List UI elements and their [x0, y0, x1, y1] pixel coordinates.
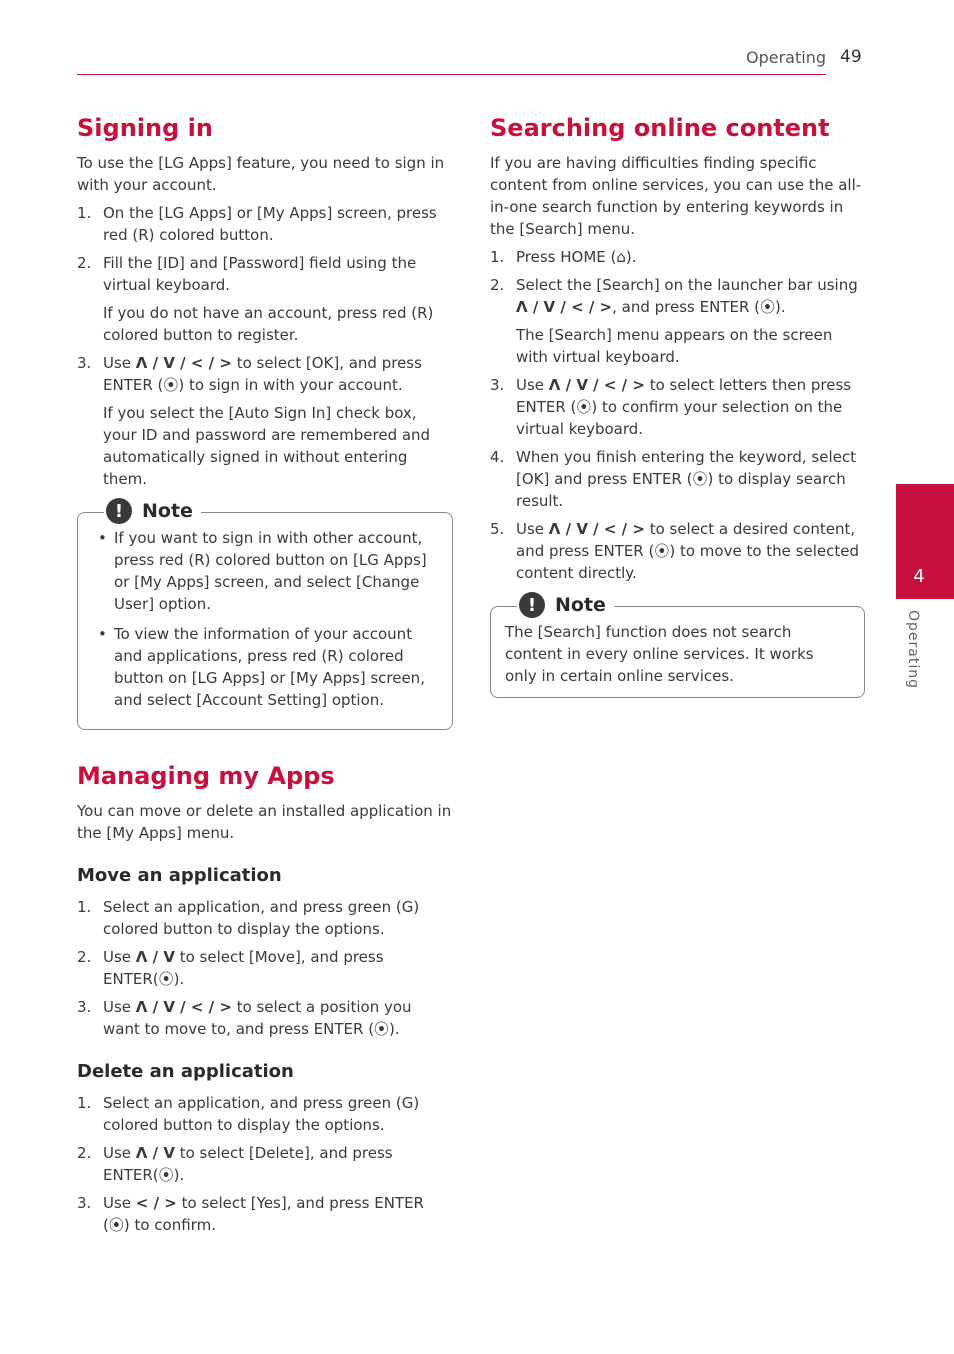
- list-item: 3. Use < / > to select [Yes], and press ENTER (⦿) to confirm.: [77, 1194, 424, 1234]
- list-item: 1. Select an application, and press green (G) colored button to display the options.: [77, 898, 420, 938]
- chapter-label: Operating: [905, 610, 921, 689]
- managing-apps-heading: Managing my Apps: [77, 762, 335, 790]
- arrow-keys: Λ / V / < / >: [548, 520, 645, 538]
- list-item: 1. Press HOME (⌂).: [490, 248, 637, 266]
- searching-heading: Searching online content: [490, 114, 830, 142]
- signing-in-steps: [77, 202, 453, 490]
- list-item: 3. Use Λ / V / < / > to select [OK], and press ENTER (⦿) to sign in with your account. If you select the [Auto Sign In] check box, your ID and password are remembered and automatically signed in without entering them.: [77, 354, 431, 488]
- left-column: [77, 112, 453, 1242]
- list-item: 1. Select an application, and press green (G) colored button to display the options.: [77, 1094, 420, 1134]
- arrow-keys: Λ / V: [135, 948, 175, 966]
- list-item: 4. When you finish entering the keyword, select [OK] and press ENTER (⦿) to display search result.: [490, 448, 856, 510]
- list-item: 3. Use Λ / V / < / > to select letters then press ENTER (⦿) to confirm your selection on the virtual keyboard.: [490, 376, 852, 438]
- delete-application-heading: Delete an application: [77, 1061, 294, 1082]
- delete-steps: [77, 1092, 453, 1236]
- searching-steps: [490, 246, 865, 584]
- header-section-label: Operating: [746, 48, 826, 67]
- chapter-number: 4: [913, 566, 925, 587]
- list-item: 2. Select the [Search] on the launcher bar using Λ / V / < / >, and press ENTER (⦿). The [Search] menu appears on the screen with virtual keyboard.: [490, 276, 858, 366]
- searching-note: [490, 594, 865, 698]
- arrow-keys: Λ / V / < / >: [135, 354, 232, 372]
- note-title: Note: [555, 594, 606, 616]
- signing-in-intro: To use the [LG Apps] feature, you need to sign in with your account.: [77, 154, 445, 194]
- arrow-keys: Λ / V: [135, 1144, 175, 1162]
- signing-in-heading: Signing in: [77, 114, 213, 142]
- list-item: • If you want to sign in with other account, press red (R) colored button on [LG Apps] or [My Apps] screen, and select [Change User] option.: [92, 527, 438, 615]
- list-item: 2. Fill the [ID] and [Password] field using the virtual keyboard. If you do not have an account, press red (R) colored button to register.: [77, 254, 434, 344]
- right-column: [490, 112, 865, 698]
- list-item: 1. On the [LG Apps] or [My Apps] screen, press red (R) colored button.: [77, 204, 437, 244]
- managing-apps-intro: You can move or delete an installed application in the [My Apps] menu.: [77, 802, 452, 842]
- signing-in-note: [77, 500, 453, 730]
- move-steps: [77, 896, 453, 1040]
- note-title: Note: [142, 500, 193, 522]
- page-number: 49: [840, 47, 862, 67]
- exclamation-icon: !: [519, 592, 545, 618]
- header-divider: [77, 74, 826, 75]
- list-item: 3. Use Λ / V / < / > to select a position you want to move to, and press ENTER (⦿).: [77, 998, 412, 1038]
- searching-intro: If you are having difficulties finding specific content from online services, you can use the all-in-one search function by entering keywords in the [Search] menu.: [490, 154, 862, 238]
- arrow-keys: Λ / V / < / >: [135, 998, 232, 1016]
- searching-note-text: The [Search] function does not search content in every online services. It works only in certain online services.: [505, 623, 814, 685]
- move-application-heading: Move an application: [77, 865, 282, 886]
- list-item: 2. Use Λ / V to select [Move], and press ENTER(⦿).: [77, 948, 384, 988]
- arrow-keys: Λ / V / < / >: [548, 376, 645, 394]
- exclamation-icon: !: [106, 498, 132, 524]
- arrow-keys: < / >: [135, 1194, 177, 1212]
- list-item: • To view the information of your account and applications, press red (R) colored button on [LG Apps] or [My Apps] screen, and select [Account Setting] option.: [92, 623, 438, 711]
- arrow-keys: Λ / V / < / >: [516, 298, 613, 316]
- list-item: 5. Use Λ / V / < / > to select a desired content, and press ENTER (⦿) to move to the selected content directly.: [490, 520, 859, 582]
- list-item: 2. Use Λ / V to select [Delete], and press ENTER(⦿).: [77, 1144, 393, 1184]
